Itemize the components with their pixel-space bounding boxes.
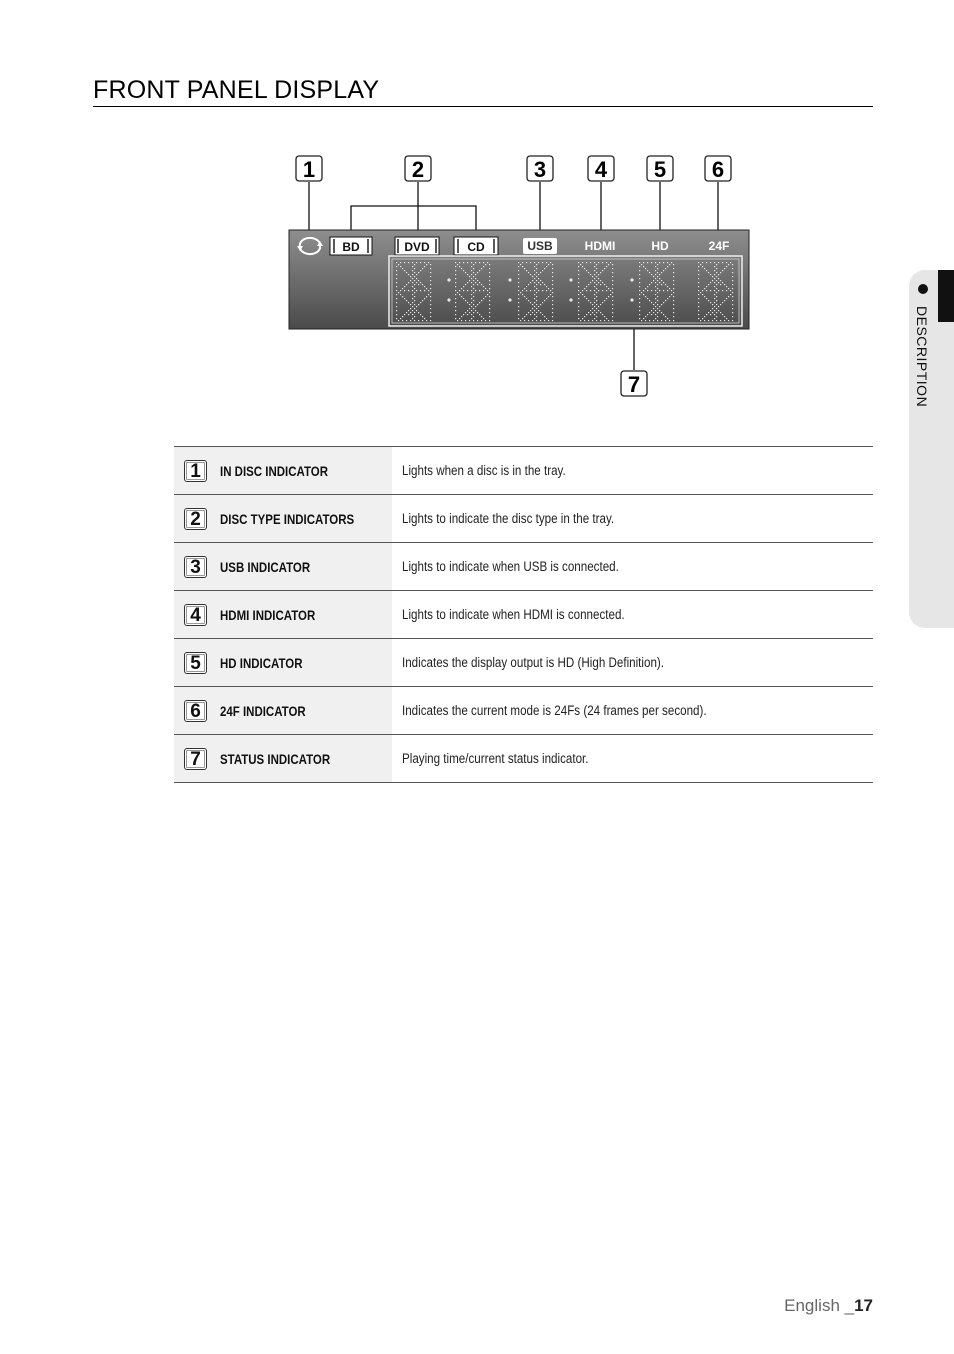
number-badge: 1 — [184, 460, 207, 482]
indicator-table — [174, 446, 873, 783]
row-description: Indicates the current mode is 24Fs (24 frames per second). — [402, 703, 707, 718]
front-panel-diagram — [0, 0, 954, 420]
callout-1-text: 1 — [302, 157, 316, 182]
side-tab-label: DESCRIPTION — [914, 306, 930, 408]
colon-dot — [630, 298, 633, 301]
24f-label: 24F — [708, 239, 730, 253]
hd-label: HD — [651, 239, 669, 253]
callout-4 — [588, 156, 614, 182]
cd-label: CD — [467, 240, 485, 254]
colon-dot — [447, 298, 450, 301]
footer-language: English _ — [784, 1296, 855, 1315]
page-number: 17 — [854, 1296, 873, 1315]
callout-7 — [621, 371, 647, 397]
number-badge: 6 — [184, 700, 207, 722]
table-row — [174, 495, 873, 543]
callout-2 — [405, 156, 431, 182]
callout-4-text: 4 — [594, 157, 608, 182]
row-label-cell — [174, 687, 392, 735]
side-tab-marker — [938, 270, 954, 322]
callout-2-text: 2 — [411, 157, 425, 182]
number-badge: 3 — [184, 556, 207, 578]
callout-5 — [647, 156, 673, 182]
disc-type-indicators — [330, 237, 498, 255]
table-row — [174, 591, 873, 639]
table-row — [174, 639, 873, 687]
row-description: Lights to indicate when USB is connected. — [402, 559, 619, 574]
row-label: DISC TYPE INDICATORS — [220, 510, 355, 527]
number-badge: 5 — [184, 652, 207, 674]
table-row — [174, 543, 873, 591]
row-description: Lights to indicate when HDMI is connected. — [402, 607, 625, 622]
row-label-cell — [174, 735, 392, 783]
row-description-cell — [392, 591, 873, 639]
colon-dot — [569, 278, 572, 281]
number-badge: 7 — [184, 748, 207, 770]
row-label-cell — [174, 591, 392, 639]
row-label: 24F INDICATOR — [220, 702, 306, 719]
page-title: FRONT PANEL DISPLAY — [93, 76, 380, 104]
row-label: HDMI INDICATOR — [220, 606, 316, 623]
table-row — [174, 735, 873, 783]
row-description: Playing time/current status indicator. — [402, 751, 589, 766]
callout-1 — [296, 156, 322, 182]
row-description-cell — [392, 639, 873, 687]
callout-7-text: 7 — [627, 372, 641, 397]
table-row — [174, 687, 873, 735]
row-description-cell — [392, 735, 873, 783]
callout-5-text: 5 — [653, 157, 667, 182]
row-label-cell — [174, 495, 392, 543]
callout-3 — [527, 156, 553, 182]
table-row — [174, 447, 873, 495]
colon-dot — [447, 278, 450, 281]
row-description: Lights to indicate the disc type in the tray. — [402, 511, 615, 526]
page-footer — [784, 1296, 873, 1316]
colon-dot — [508, 298, 511, 301]
row-label: HD INDICATOR — [220, 654, 303, 671]
row-description-cell — [392, 495, 873, 543]
callout-3-text: 3 — [533, 157, 547, 182]
dvd-label: DVD — [404, 240, 430, 254]
row-description-cell — [392, 543, 873, 591]
colon-dot — [569, 298, 572, 301]
row-label: USB INDICATOR — [220, 558, 311, 575]
bullet-icon — [918, 284, 928, 294]
row-description-cell — [392, 447, 873, 495]
callout-6 — [705, 156, 731, 182]
row-description: Lights when a disc is in the tray. — [402, 463, 566, 478]
row-label: STATUS INDICATOR — [220, 750, 331, 767]
usb-label: USB — [527, 239, 553, 253]
row-label-cell — [174, 543, 392, 591]
row-description: Indicates the display output is HD (High Definition). — [402, 655, 665, 670]
row-description-cell — [392, 687, 873, 735]
hdmi-label: HDMI — [584, 239, 616, 253]
row-label-cell — [174, 447, 392, 495]
number-badge: 4 — [184, 604, 207, 626]
row-label-cell — [174, 639, 392, 687]
colon-dot — [508, 278, 511, 281]
callout-6-text: 6 — [711, 157, 725, 182]
row-label: IN DISC INDICATOR — [220, 462, 329, 479]
colon-dot — [630, 278, 633, 281]
bd-label: BD — [342, 240, 360, 254]
number-badge: 2 — [184, 508, 207, 530]
